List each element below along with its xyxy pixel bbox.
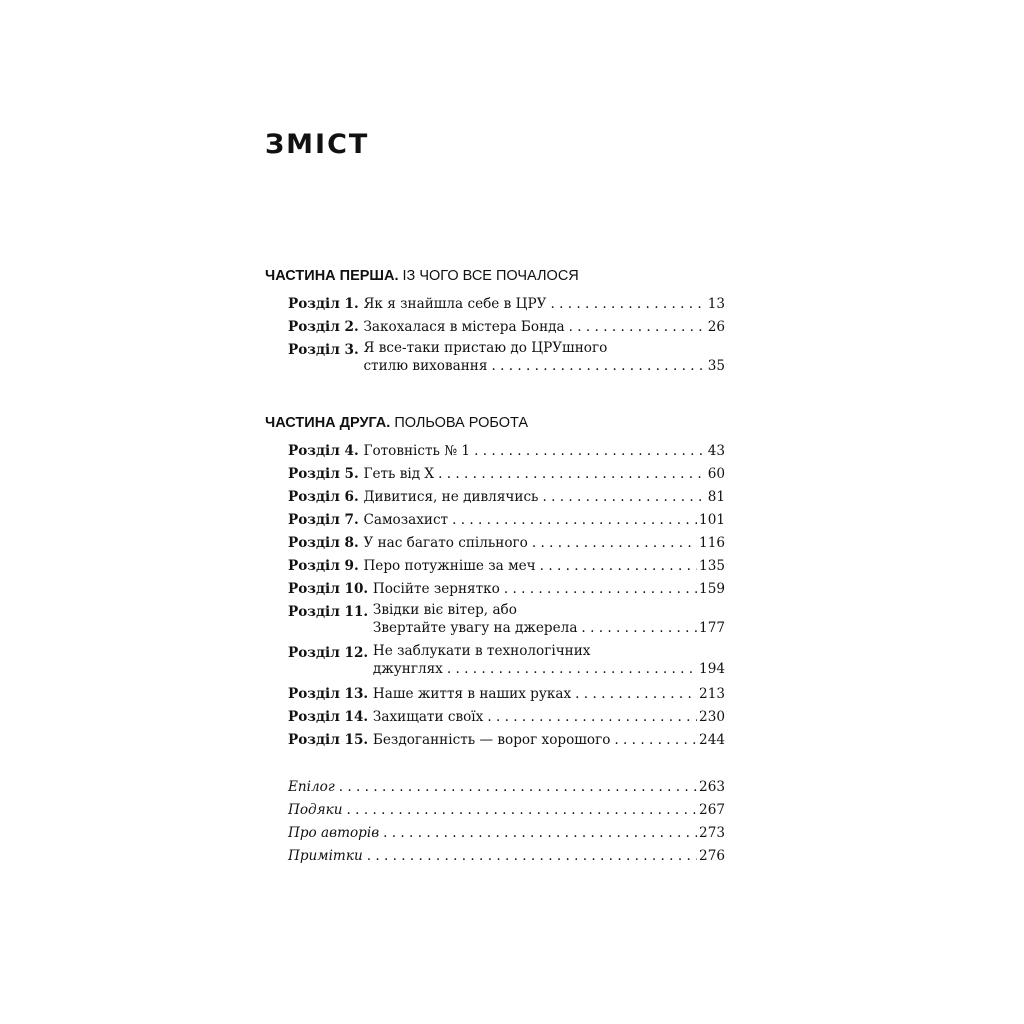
toc-entry-chapter-2[interactable] [288, 316, 725, 339]
chapter-title: Готовність № 1 [363, 443, 471, 459]
page-number: 263 [699, 779, 725, 795]
toc-entry-about-authors[interactable] [288, 822, 725, 845]
part-label: ЧАСТИНА ПЕРША. [265, 268, 399, 284]
dot-leader [443, 660, 697, 679]
chapter-number: Розділ 9. [288, 558, 359, 574]
page-number: 267 [699, 802, 725, 818]
chapter-number: Розділ 3. [288, 342, 359, 358]
chapter-number: Розділ 5. [288, 466, 359, 482]
chapter-title-line-1: Звідки віє вітер, або [372, 602, 517, 618]
toc-entry-chapter-11[interactable] [288, 601, 725, 642]
part-label: ЧАСТИНА ДРУГА. [265, 415, 391, 431]
dot-leader [538, 486, 705, 509]
page-title: ЗМІСТ [265, 129, 370, 160]
toc-entry-chapter-4[interactable] [288, 440, 725, 463]
page-number: 276 [699, 848, 725, 864]
toc-entry-chapter-1[interactable] [288, 293, 725, 316]
part-heading [265, 266, 725, 286]
part-subtitle: ІЗ ЧОГО ВСЕ ПОЧАЛОСЯ [402, 268, 579, 284]
dot-leader [528, 532, 697, 555]
chapter-list [265, 440, 725, 752]
page-number: 177 [699, 620, 725, 636]
entry-title: Епілог [288, 779, 335, 795]
part-heading [265, 413, 725, 433]
page-number: 81 [707, 489, 725, 505]
page-number: 244 [699, 732, 725, 748]
page-number: 213 [699, 686, 725, 702]
chapter-title: Як я знайшла себе в ЦРУ [363, 296, 547, 312]
chapter-title: Перо потужніше за меч [363, 558, 536, 574]
entry-title: Подяки [288, 802, 343, 818]
page-number: 194 [699, 661, 725, 677]
page-number: 35 [707, 358, 725, 374]
chapter-number: Розділ 8. [288, 535, 359, 551]
chapter-number: Розділ 13. [288, 686, 369, 702]
chapter-title: Посійте зернятко [372, 581, 500, 597]
page-number: 101 [699, 512, 725, 528]
part-2 [265, 413, 725, 752]
chapter-number: Розділ 15. [288, 732, 369, 748]
dot-leader [610, 729, 697, 752]
chapter-title: Бездоганність — ворог хорошого [372, 732, 611, 748]
chapter-title-line-2: Звертайте увагу на джерела [372, 620, 578, 636]
entry-title: Примітки [288, 848, 363, 864]
chapter-title: Дивитися, не дивлячись [363, 489, 539, 505]
toc-entry-chapter-15[interactable] [288, 729, 725, 752]
dot-leader [470, 440, 706, 463]
page-number: 159 [699, 581, 725, 597]
chapter-title-line-2: джунглях [372, 661, 443, 677]
dot-leader [500, 578, 697, 601]
back-matter-list [265, 776, 725, 868]
chapter-title: У нас багато спільного [363, 535, 528, 551]
chapter-title-line-1: Не заблукати в технологічних [372, 643, 591, 659]
dot-leader [571, 683, 697, 706]
dot-leader [483, 706, 697, 729]
dot-leader [546, 293, 705, 316]
toc-entry-notes[interactable] [288, 845, 725, 868]
page-number: 135 [699, 558, 725, 574]
chapter-number: Розділ 10. [288, 581, 369, 597]
toc-entry-chapter-9[interactable] [288, 555, 725, 578]
toc-entry-chapter-8[interactable] [288, 532, 725, 555]
dot-leader [565, 316, 706, 339]
table-of-contents [265, 266, 725, 868]
page-number: 230 [699, 709, 725, 725]
toc-entry-chapter-6[interactable] [288, 486, 725, 509]
dot-leader [448, 509, 697, 532]
chapter-number: Розділ 6. [288, 489, 359, 505]
chapter-title: Захищати своїх [372, 709, 484, 725]
chapter-number: Розділ 12. [288, 645, 369, 661]
toc-entry-chapter-14[interactable] [288, 706, 725, 729]
page-number: 116 [699, 535, 725, 551]
chapter-title: Геть від Х [363, 466, 435, 482]
dot-leader [536, 555, 697, 578]
chapter-number: Розділ 2. [288, 319, 359, 335]
chapter-list [265, 293, 725, 380]
toc-entry-epilogue[interactable] [288, 776, 725, 799]
chapter-title: Закохалася в містера Бонда [363, 319, 565, 335]
chapter-title-line-2: стилю виховання [363, 358, 488, 374]
toc-entry-chapter-13[interactable] [288, 683, 725, 706]
page-number: 273 [699, 825, 725, 841]
dot-leader [363, 845, 697, 868]
toc-entry-chapter-12[interactable] [288, 642, 725, 683]
chapter-number: Розділ 11. [288, 604, 369, 620]
chapter-number: Розділ 7. [288, 512, 359, 528]
toc-entry-chapter-10[interactable] [288, 578, 725, 601]
chapter-number: Розділ 4. [288, 443, 359, 459]
toc-entry-acknowledgements[interactable] [288, 799, 725, 822]
part-subtitle: ПОЛЬОВА РОБОТА [394, 415, 529, 431]
dot-leader [577, 619, 697, 638]
dot-leader [335, 776, 697, 799]
chapter-title: Самозахист [363, 512, 449, 528]
chapter-number: Розділ 14. [288, 709, 369, 725]
part-1 [265, 266, 725, 380]
page-number: 60 [707, 466, 725, 482]
entry-title: Про авторів [288, 825, 380, 841]
dot-leader [379, 822, 697, 845]
chapter-number: Розділ 1. [288, 296, 359, 312]
dot-leader [434, 463, 706, 486]
page-number: 43 [707, 443, 725, 459]
page-number: 13 [707, 296, 725, 312]
toc-entry-chapter-3[interactable] [288, 339, 725, 380]
page-number: 26 [707, 319, 725, 335]
dot-leader [343, 799, 698, 822]
toc-entry-chapter-5[interactable] [288, 463, 725, 486]
chapter-title-line-1: Я все-таки пристаю до ЦРУшного [363, 340, 608, 356]
toc-entry-chapter-7[interactable] [288, 509, 725, 532]
dot-leader [487, 357, 705, 376]
chapter-title: Наше життя в наших руках [372, 686, 572, 702]
